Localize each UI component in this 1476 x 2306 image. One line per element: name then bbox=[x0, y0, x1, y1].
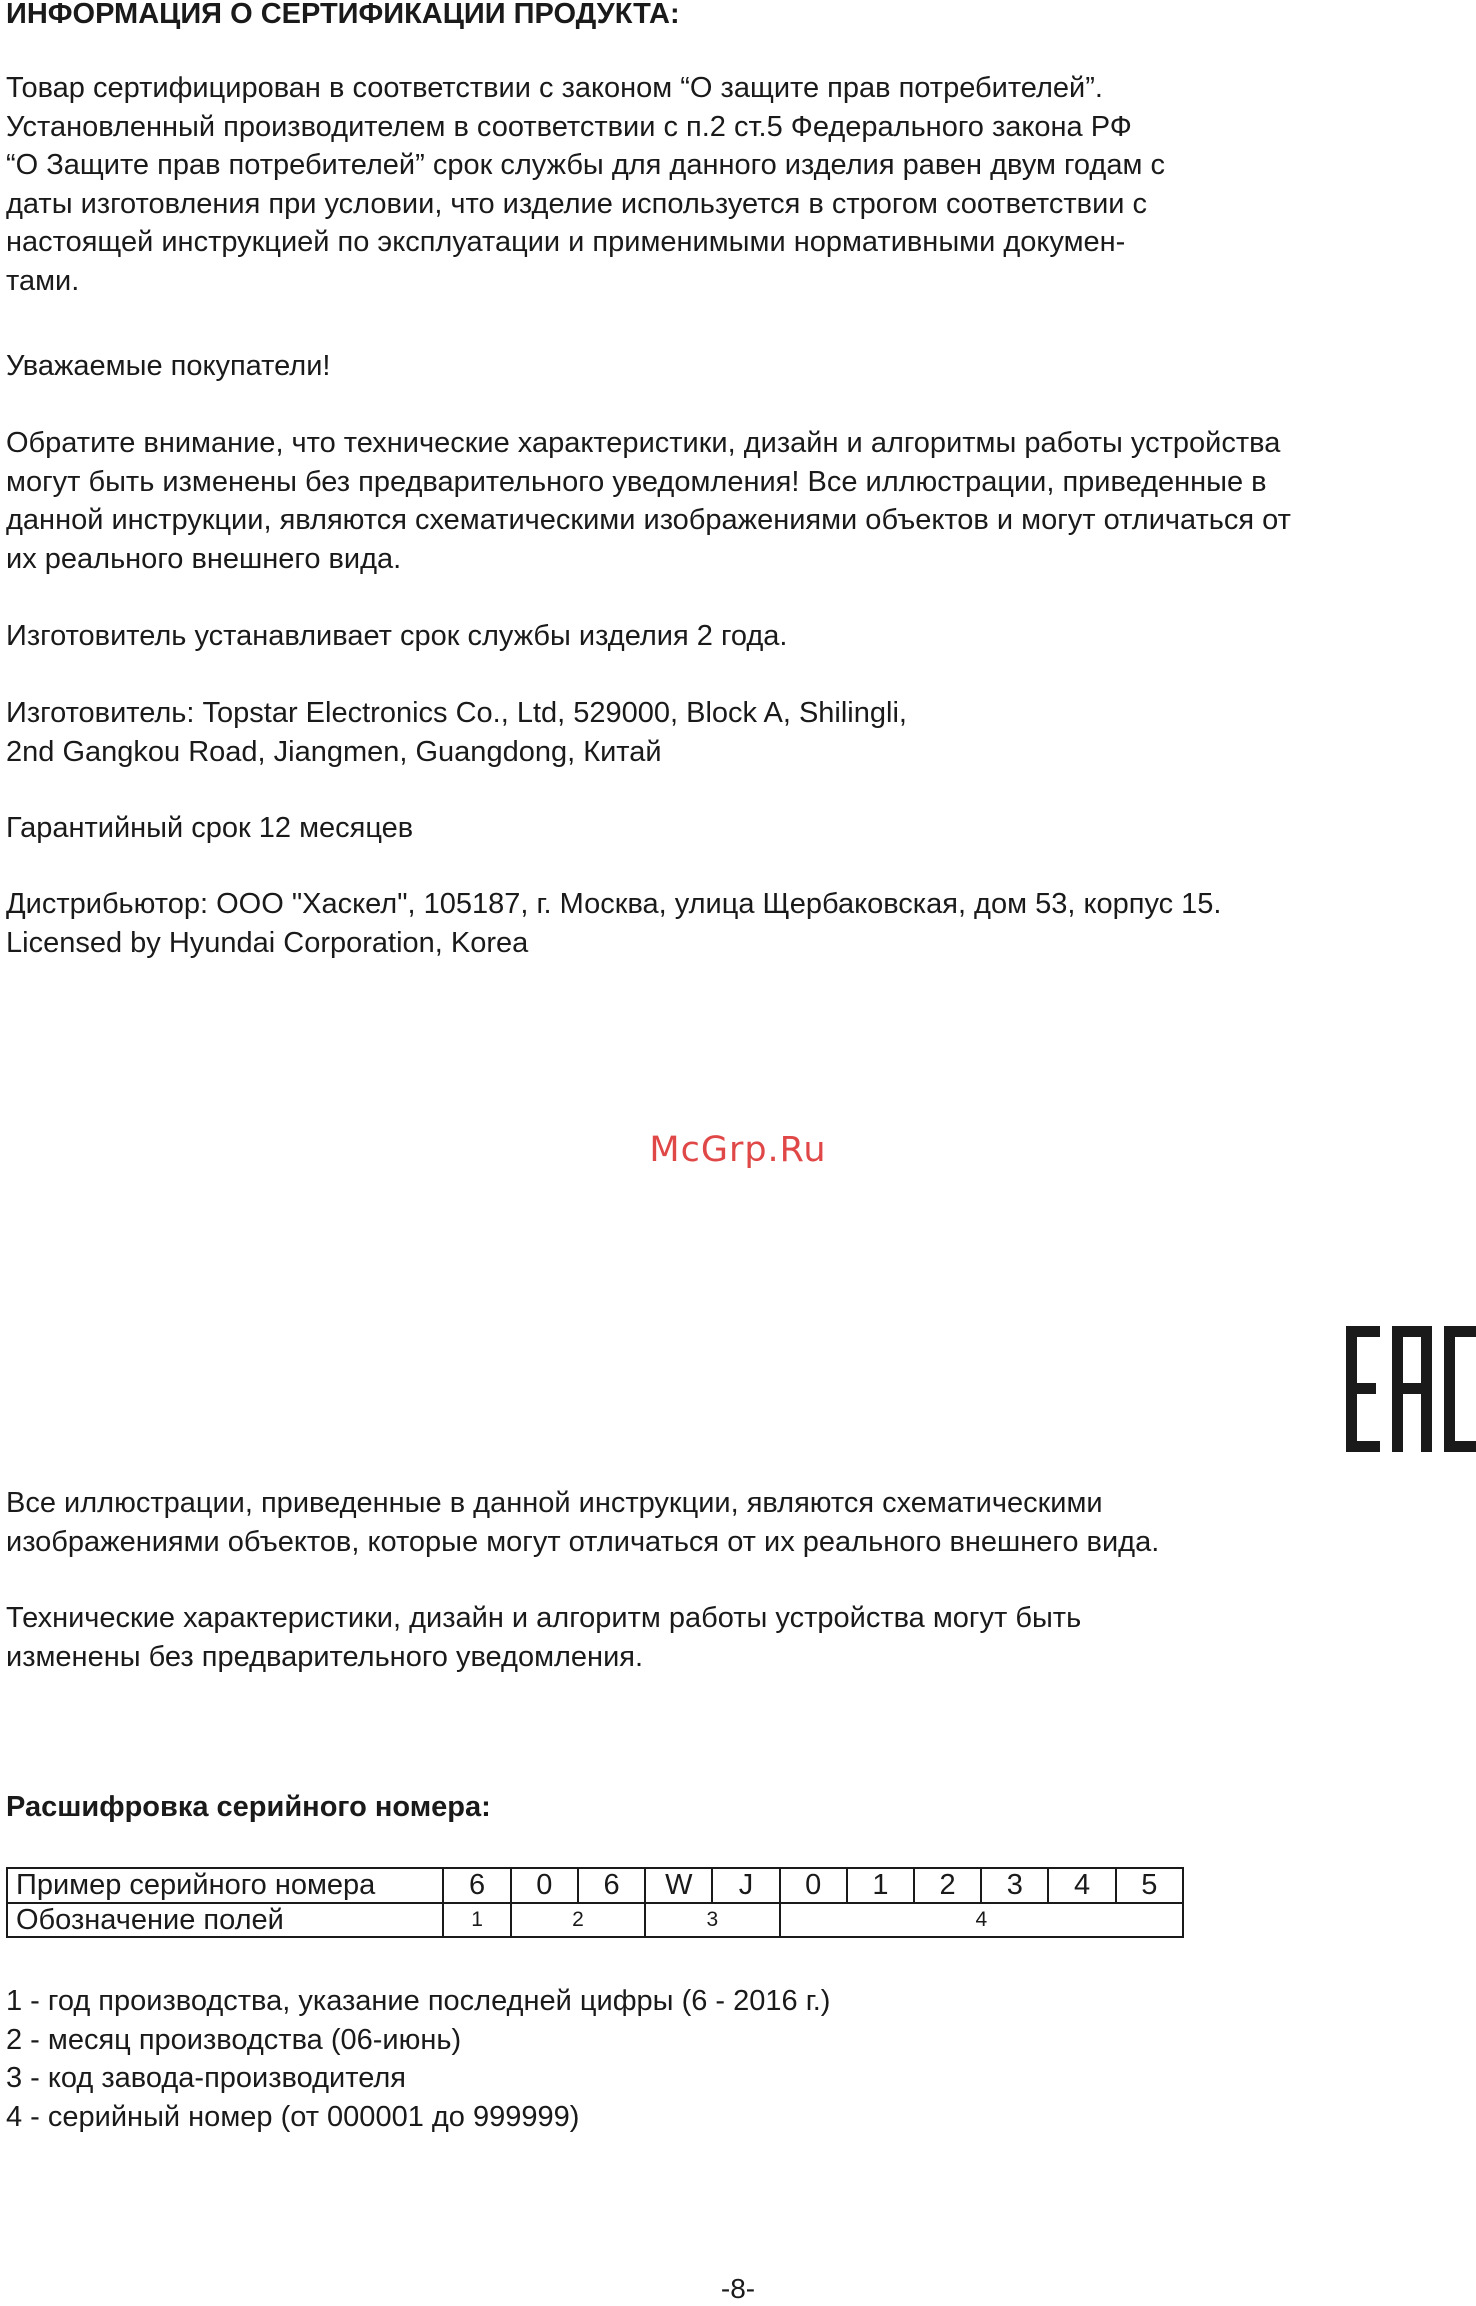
watermark: McGrp.Ru bbox=[649, 1130, 827, 1170]
certification-line: “О Защите прав потребителей” срок службы для данного изделия равен двум годам с bbox=[6, 149, 1165, 181]
serial-char-cell: J bbox=[712, 1868, 779, 1903]
serial-fields-label: Обозначение полей bbox=[7, 1903, 443, 1937]
certification-line: Товар сертифицирован в соответствии с законом “О защите прав потребителей”. bbox=[6, 72, 1103, 104]
page-number: -8- bbox=[720, 2273, 756, 2304]
greeting: Уважаемые покупатели! bbox=[6, 350, 331, 382]
notice-paragraph bbox=[6, 424, 1291, 578]
legend-item: 1 - год производства, указание последней цифры (6 - 2016 г.) bbox=[6, 1985, 831, 2017]
notice-line: их реального внешнего вида. bbox=[6, 542, 402, 575]
certification-line: даты изготовления при условии, что изделие используется в строгом соответствии с bbox=[6, 187, 1148, 220]
legend-item: 4 - серийный номер (от 000001 до 999999) bbox=[6, 2100, 580, 2133]
serial-char-cell: W bbox=[645, 1868, 712, 1903]
manufacturer-info bbox=[6, 694, 907, 771]
manufacturer-line: 2nd Gangkou Road, Jiangmen, Guangdong, Китай bbox=[6, 735, 662, 768]
service-life: Изготовитель устанавливает срок службы изделия 2 года. bbox=[6, 620, 788, 652]
serial-section-title: Расшифровка серийного номера: bbox=[6, 1791, 491, 1823]
serial-number-table bbox=[6, 1867, 1184, 1938]
distributor-line: Licensed by Hyundai Corporation, Korea bbox=[6, 926, 529, 959]
legend-item: 3 - код завода-производителя bbox=[6, 2062, 406, 2094]
serial-fields-row bbox=[7, 1903, 1183, 1937]
illustrations-note bbox=[6, 1484, 1159, 1561]
page-title: ИНФОРМАЦИЯ О СЕРТИФИКАЦИИ ПРОДУКТА: bbox=[6, 0, 680, 30]
illustrations-line: Все иллюстрации, приведенные в данной инструкции, являются схематическими bbox=[6, 1487, 1103, 1519]
serial-example-label: Пример серийного номера bbox=[7, 1868, 443, 1903]
serial-char-cell: 0 bbox=[780, 1868, 847, 1903]
serial-example-row bbox=[7, 1868, 1183, 1903]
notice-line: данной инструкции, являются схематическими изображениями объектов и могут отличаться от bbox=[6, 504, 1291, 536]
certification-paragraph bbox=[6, 69, 1165, 300]
serial-char-cell: 4 bbox=[1048, 1868, 1115, 1903]
illustrations-line: изображениями объектов, которые могут отличаться от их реального внешнего вида. bbox=[6, 1525, 1160, 1558]
distributor-info bbox=[6, 885, 1222, 962]
certification-line: тами. bbox=[6, 264, 80, 297]
certification-line: Установленный производителем в соответствии с п.2 ст.5 Федерального закона РФ bbox=[6, 110, 1132, 143]
warranty-period: Гарантийный срок 12 месяцев bbox=[6, 812, 414, 844]
serial-char-cell: 2 bbox=[914, 1868, 981, 1903]
tech-line: изменены без предварительного уведомления. bbox=[6, 1640, 644, 1673]
certification-line: настоящей инструкцией по эксплуатации и применимыми нормативными докумен- bbox=[6, 226, 1126, 258]
legend-item: 2 - месяц производства (06-июнь) bbox=[6, 2023, 462, 2056]
serial-char-cell: 0 bbox=[511, 1868, 578, 1903]
tech-line: Технические характеристики, дизайн и алгоритм работы устройства могут быть bbox=[6, 1602, 1082, 1634]
field-number-cell: 4 bbox=[780, 1903, 1183, 1937]
serial-char-cell: 6 bbox=[578, 1868, 645, 1903]
notice-line: могут быть изменены без предварительного уведомления! Все иллюстрации, приведенные в bbox=[6, 465, 1267, 498]
manufacturer-line: Изготовитель: Topstar Electronics Co., Ltd, 529000, Block A, Shilingli, bbox=[6, 697, 907, 729]
tech-note bbox=[6, 1599, 1081, 1676]
eac-mark-logo bbox=[1346, 1326, 1476, 1452]
serial-legend bbox=[6, 1982, 830, 2136]
field-number-cell: 1 bbox=[443, 1903, 510, 1937]
serial-char-cell: 6 bbox=[443, 1868, 510, 1903]
field-number-cell: 2 bbox=[511, 1903, 645, 1937]
serial-char-cell: 5 bbox=[1116, 1868, 1183, 1903]
notice-line: Обратите внимание, что технические характеристики, дизайн и алгоритмы работы устройства bbox=[6, 427, 1281, 459]
serial-char-cell: 1 bbox=[847, 1868, 914, 1903]
distributor-line: Дистрибьютор: ООО "Хаскел", 105187, г. Москва, улица Щербаковская, дом 53, корпус 15. bbox=[6, 888, 1222, 920]
field-number-cell: 3 bbox=[645, 1903, 779, 1937]
serial-char-cell: 3 bbox=[981, 1868, 1048, 1903]
